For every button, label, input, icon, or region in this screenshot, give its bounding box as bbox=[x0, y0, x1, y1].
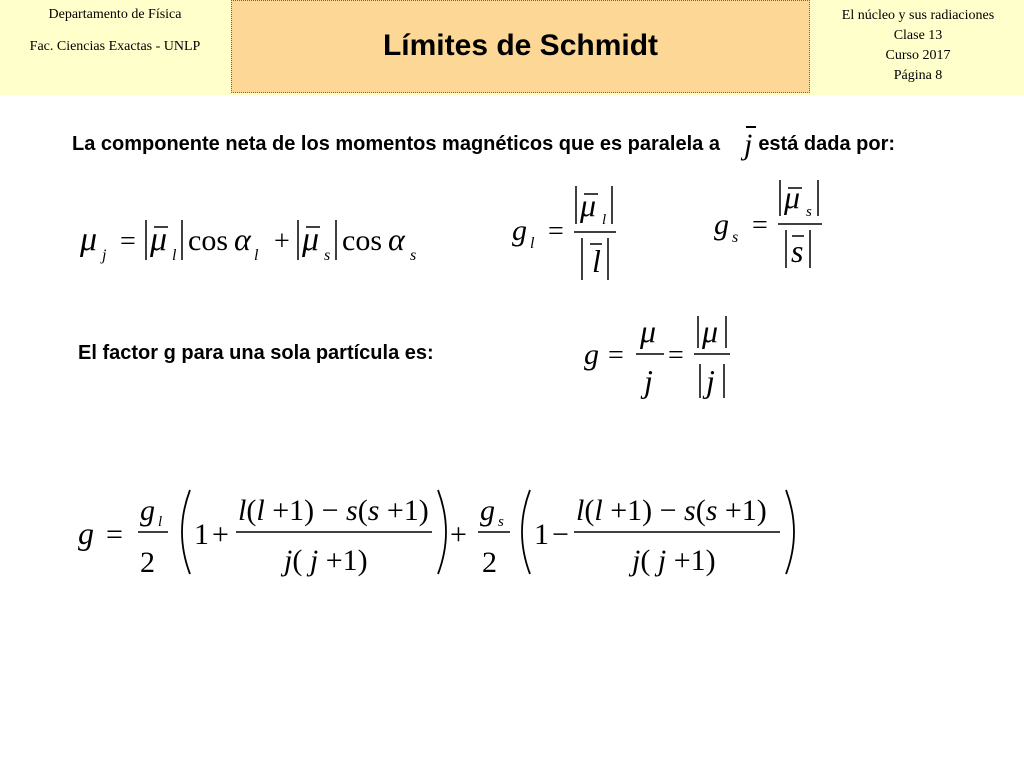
svg-text:l: l bbox=[158, 514, 163, 530]
equation-g-s bbox=[712, 176, 824, 277]
svg-text:s: s bbox=[410, 247, 417, 264]
svg-text:j: j bbox=[644, 363, 653, 399]
svg-text:g: g bbox=[512, 214, 527, 247]
svg-text:l: l bbox=[602, 212, 607, 228]
svg-text:−: − bbox=[552, 518, 569, 551]
svg-text:g: g bbox=[140, 494, 155, 527]
svg-text:=: = bbox=[120, 226, 136, 257]
page-number: Página 8 bbox=[893, 68, 943, 83]
equation-g-ratio bbox=[584, 312, 734, 409]
svg-text:μ: μ bbox=[702, 313, 719, 349]
slide-title: Límites de Schmidt bbox=[382, 29, 659, 62]
course-year: Curso 2017 bbox=[885, 48, 951, 63]
intro-part2: está dada por: bbox=[758, 133, 896, 155]
svg-text:1: 1 bbox=[534, 518, 549, 551]
svg-text:=: = bbox=[106, 518, 123, 551]
svg-text:μ: μ bbox=[784, 179, 801, 215]
svg-text:l: l bbox=[530, 235, 535, 252]
svg-text:cos: cos bbox=[188, 224, 228, 257]
svg-text:cos: cos bbox=[342, 224, 382, 257]
department-label: Departamento de Física bbox=[48, 7, 182, 22]
factor-label: El factor g para una sola partícula es: bbox=[78, 342, 434, 364]
svg-text:=: = bbox=[608, 340, 624, 371]
slide-header bbox=[0, 0, 1024, 95]
equation-mu-j bbox=[78, 210, 438, 275]
svg-text:1: 1 bbox=[194, 518, 209, 551]
intro-part1: La componente neta de los momentos magnéticos que es paralela a bbox=[72, 133, 720, 155]
svg-text:=: = bbox=[752, 210, 768, 241]
svg-text:2: 2 bbox=[140, 546, 155, 579]
svg-text:g: g bbox=[480, 494, 495, 527]
svg-text:+: + bbox=[450, 518, 467, 551]
svg-text:2: 2 bbox=[482, 546, 497, 579]
svg-text:s: s bbox=[791, 233, 804, 269]
svg-text:l: l bbox=[172, 247, 177, 264]
svg-text:+: + bbox=[274, 226, 290, 257]
svg-text:g: g bbox=[78, 515, 94, 551]
svg-text:s: s bbox=[732, 229, 739, 246]
intro-text bbox=[72, 128, 992, 161]
svg-text:μ: μ bbox=[80, 221, 98, 258]
svg-text:μ: μ bbox=[640, 313, 657, 349]
title-box bbox=[231, 0, 810, 93]
svg-text:+: + bbox=[212, 518, 229, 551]
svg-text:l: l bbox=[592, 243, 601, 279]
svg-text:μ: μ bbox=[302, 221, 320, 258]
svg-text:s: s bbox=[498, 514, 504, 530]
svg-text:g: g bbox=[714, 208, 729, 241]
svg-text:=: = bbox=[548, 216, 564, 247]
svg-text:j( j +1): j( j +1) bbox=[632, 544, 716, 577]
faculty-label: Fac. Ciencias Exactas - UNLP bbox=[29, 39, 201, 54]
svg-text:j: j bbox=[102, 247, 107, 264]
header-left bbox=[0, 0, 230, 95]
svg-text:l(l +1) − s(s +1): l(l +1) − s(s +1) bbox=[576, 494, 767, 527]
header-right bbox=[812, 0, 1024, 95]
course-topic: El núcleo y sus radiaciones bbox=[841, 8, 995, 23]
svg-text:α: α bbox=[388, 221, 405, 257]
svg-text:s: s bbox=[806, 204, 812, 220]
equation-g-full bbox=[78, 486, 808, 587]
svg-text:g: g bbox=[584, 338, 599, 371]
svg-text:=: = bbox=[668, 340, 684, 371]
class-number: Clase 13 bbox=[893, 28, 943, 43]
svg-text:l: l bbox=[254, 247, 259, 264]
equation-g-l bbox=[510, 182, 620, 291]
svg-text:μ: μ bbox=[150, 221, 168, 258]
svg-text:j: j bbox=[706, 363, 715, 399]
svg-text:α: α bbox=[234, 221, 251, 257]
svg-text:l(l +1) − s(s +1): l(l +1) − s(s +1) bbox=[238, 494, 429, 527]
svg-text:j( j +1): j( j +1) bbox=[284, 544, 368, 577]
svg-text:s: s bbox=[324, 247, 331, 264]
svg-text:μ: μ bbox=[580, 187, 597, 223]
j-vector-symbol: j bbox=[743, 128, 753, 161]
